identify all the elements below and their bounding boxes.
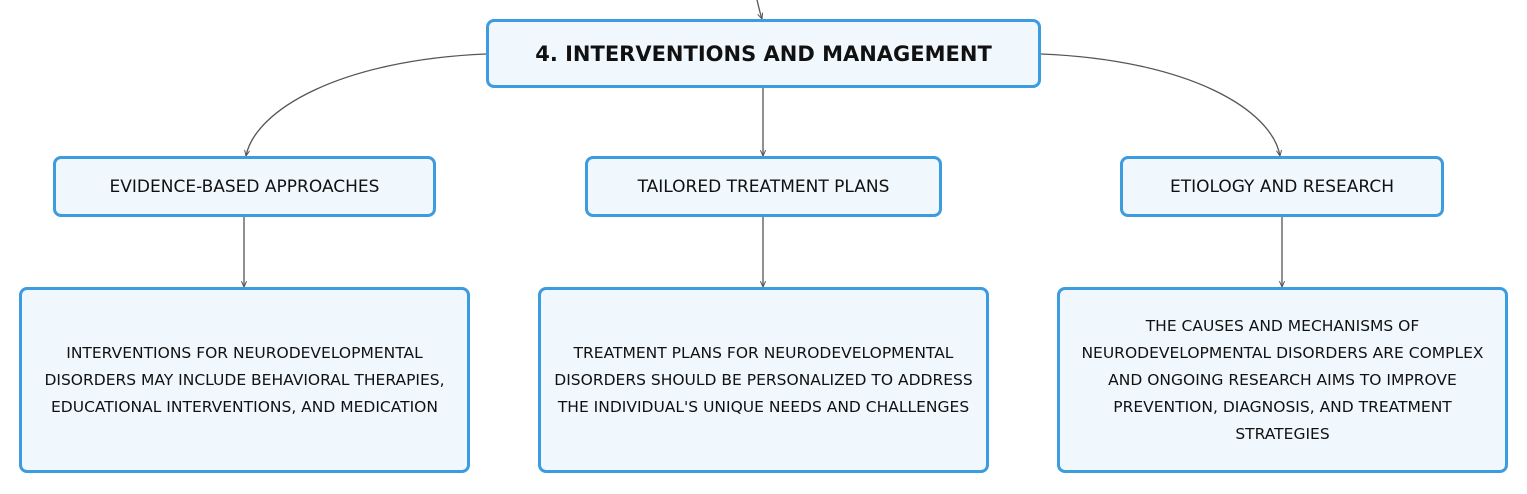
- connector-root-to-evidence: [246, 54, 486, 156]
- topic-node-etiology-and-research[interactable]: [1120, 156, 1444, 217]
- connector-root-to-etiology: [1041, 54, 1280, 156]
- detail-text: THE CAUSES AND MECHANISMS OF NEURODEVELOPMENTAL DISORDERS ARE COMPLEX AND ONGOING RESEARCH AIMS TO IMPROVE PREVENTION, DIAGNOSIS, AND TREATMENT STRATEGIES: [1081, 316, 1484, 443]
- detail-node-tailored-treatment-plans[interactable]: [538, 287, 989, 473]
- topic-node-tailored-treatment-plans[interactable]: [585, 156, 942, 217]
- root-topic-node[interactable]: [486, 19, 1041, 88]
- detail-text: TREATMENT PLANS FOR NEURODEVELOPMENTAL DISORDERS SHOULD BE PERSONALIZED TO ADDRESS THE INDIVIDUAL'S UNIQUE NEEDS AND CHALLENGES: [554, 343, 973, 416]
- detail-node-etiology-and-research[interactable]: [1057, 287, 1508, 473]
- root-topic-title: 4. INTERVENTIONS AND MANAGEMENT: [535, 41, 992, 66]
- detail-node-evidence-based-approaches[interactable]: [19, 287, 470, 473]
- topic-title: EVIDENCE-BASED APPROACHES: [109, 176, 380, 197]
- detail-text: INTERVENTIONS FOR NEURODEVELOPMENTAL DISORDERS MAY INCLUDE BEHAVIORAL THERAPIES, EDUCATIONAL INTERVENTIONS, AND MEDICATION: [44, 343, 445, 416]
- topic-title: TAILORED TREATMENT PLANS: [637, 176, 890, 197]
- topic-title: ETIOLOGY AND RESEARCH: [1169, 176, 1395, 197]
- topic-node-evidence-based-approaches[interactable]: [53, 156, 436, 217]
- connector-from-parent: [757, 0, 762, 19]
